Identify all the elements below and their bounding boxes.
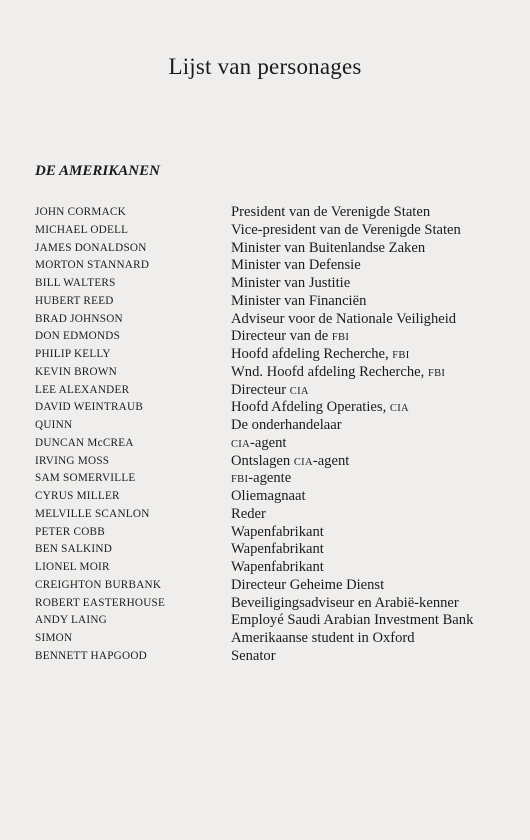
character-row <box>0 648 530 666</box>
character-role <box>231 293 366 311</box>
character-row <box>0 559 530 577</box>
character-role-text: Wapenfabrikant <box>231 541 324 558</box>
character-role <box>231 612 473 630</box>
character-name: HUBERT REED <box>35 294 114 307</box>
agency-abbreviation: FBI <box>231 474 249 486</box>
character-row <box>0 240 530 258</box>
character-name: SIMON <box>35 632 73 644</box>
character-role-text: Ontslagen <box>231 452 291 469</box>
character-name: JAMES DONALDSON <box>35 241 147 254</box>
character-row <box>0 257 530 275</box>
character-row <box>0 382 530 400</box>
character-role <box>231 453 349 472</box>
character-role-text: Minister van Buitenlandse Zaken <box>231 239 426 256</box>
character-name: BENNETT HAPGOOD <box>35 649 147 662</box>
character-role-text: Senator <box>231 647 276 664</box>
character-role <box>231 257 361 275</box>
character-role <box>231 382 309 401</box>
character-role-suffix: -agent <box>312 452 350 469</box>
character-role-text: Minister van Defensie <box>231 257 361 274</box>
character-name: BEN SALKIND <box>35 543 113 556</box>
character-role <box>231 470 291 489</box>
page-title: Lijst van personages <box>168 54 362 79</box>
character-row <box>0 275 530 293</box>
character-name: ROBERT EASTERHOUSE <box>35 596 166 609</box>
character-name: QUINN <box>35 419 73 431</box>
agency-abbreviation: CIA <box>231 438 250 450</box>
character-role-text: Beveiligingsadviseur en Arabië-kenner <box>231 594 459 611</box>
character-name: PETER COBB <box>35 525 105 538</box>
character-name: IRVING MOSS <box>35 454 110 467</box>
character-name: DAVID WEINTRAUB <box>35 401 144 414</box>
character-role-text: President van de Verenigde Staten <box>231 204 431 220</box>
character-role <box>231 435 286 454</box>
character-role <box>231 648 276 666</box>
character-name: MICHAEL ODELL <box>35 223 129 236</box>
character-row <box>0 488 530 506</box>
character-role-text: Reder <box>231 505 266 522</box>
character-role <box>231 488 306 506</box>
character-row <box>0 506 530 524</box>
agency-abbreviation: FBI <box>392 350 410 361</box>
character-role <box>231 275 350 293</box>
character-row <box>0 417 530 435</box>
character-role-text: Hoofd Afdeling Operaties, <box>231 399 387 416</box>
character-name: KEVIN BROWN <box>35 365 117 378</box>
character-role <box>231 222 461 240</box>
character-row <box>0 311 530 329</box>
character-role <box>231 595 459 613</box>
character-role-text: Minister van Financiën <box>231 292 367 309</box>
character-role <box>231 506 266 524</box>
character-row <box>0 612 530 630</box>
character-name: BRAD JOHNSON <box>35 312 123 325</box>
character-role-text: Minister van Justitie <box>231 275 351 291</box>
character-name: CREIGHTON BURBANK <box>35 578 162 591</box>
character-name: LEE ALEXANDER <box>35 383 130 396</box>
character-list <box>0 204 530 666</box>
character-row <box>0 630 530 648</box>
character-name: LIONEL MOIR <box>35 561 110 573</box>
character-name: PHILIP KELLY <box>35 348 111 360</box>
character-row <box>0 435 530 453</box>
character-name: MORTON STANNARD <box>35 259 150 272</box>
character-row <box>0 595 530 613</box>
character-name: MELVILLE SCANLON <box>35 507 150 520</box>
character-row <box>0 399 530 417</box>
character-role <box>231 364 445 383</box>
character-role-text: Directeur Geheime Dienst <box>231 576 385 593</box>
agency-abbreviation: CIA <box>389 403 409 415</box>
character-role-text: Wapenfabrikant <box>231 523 324 540</box>
character-row <box>0 204 530 222</box>
character-role <box>231 240 425 258</box>
character-role-text: Vice-president van de Verenigde Staten <box>231 221 461 238</box>
character-role-text: Hoofd afdeling Recherche, <box>231 346 389 362</box>
character-name: SAM SOMERVILLE <box>35 472 136 485</box>
character-row <box>0 577 530 595</box>
character-role <box>231 541 324 559</box>
character-role <box>231 328 349 347</box>
character-role <box>231 417 342 435</box>
character-role-text: -agent <box>249 434 287 451</box>
character-row <box>0 328 530 346</box>
character-name: DUNCAN McCREA <box>35 436 134 449</box>
character-row <box>0 470 530 488</box>
agency-abbreviation: CIA <box>289 385 309 397</box>
character-role <box>231 311 456 329</box>
character-role-text: Directeur van de <box>231 328 329 345</box>
character-row <box>0 524 530 542</box>
agency-abbreviation: FBI <box>331 332 350 344</box>
section-title: DE AMERIKANEN <box>35 163 160 179</box>
character-role-text: Employé Saudi Arabian Investment Bank <box>231 612 474 629</box>
character-role <box>231 577 384 595</box>
character-role-text: Directeur <box>231 381 287 398</box>
character-row <box>0 453 530 471</box>
character-role-text: Amerikaanse student in Oxford <box>231 630 415 646</box>
character-name: ANDY LAING <box>35 614 107 627</box>
character-role <box>231 630 415 648</box>
character-role <box>231 204 430 222</box>
character-row <box>0 222 530 240</box>
character-row <box>0 364 530 382</box>
character-row <box>0 541 530 559</box>
character-role-text: -agente <box>248 470 292 487</box>
character-name: CYRUS MILLER <box>35 490 120 502</box>
character-role <box>231 346 410 365</box>
character-role-text: Wnd. Hoofd afdeling Recherche, <box>231 363 425 380</box>
character-role-text: De onderhandelaar <box>231 417 342 433</box>
character-role-text: Oliemagnaat <box>231 488 306 504</box>
character-role-text: Adviseur voor de Nationale Veiligheid <box>231 310 457 327</box>
character-role <box>231 559 324 577</box>
agency-abbreviation: FBI <box>427 367 446 379</box>
character-role <box>231 524 324 542</box>
character-name: DON EDMONDS <box>35 330 121 343</box>
character-row <box>0 293 530 311</box>
agency-abbreviation: CIA <box>293 456 313 468</box>
character-role-text: Wapenfabrikant <box>231 559 324 575</box>
character-name: BILL WALTERS <box>35 277 116 289</box>
character-role <box>231 399 409 418</box>
character-name: JOHN CORMACK <box>35 206 126 218</box>
character-row <box>0 346 530 364</box>
